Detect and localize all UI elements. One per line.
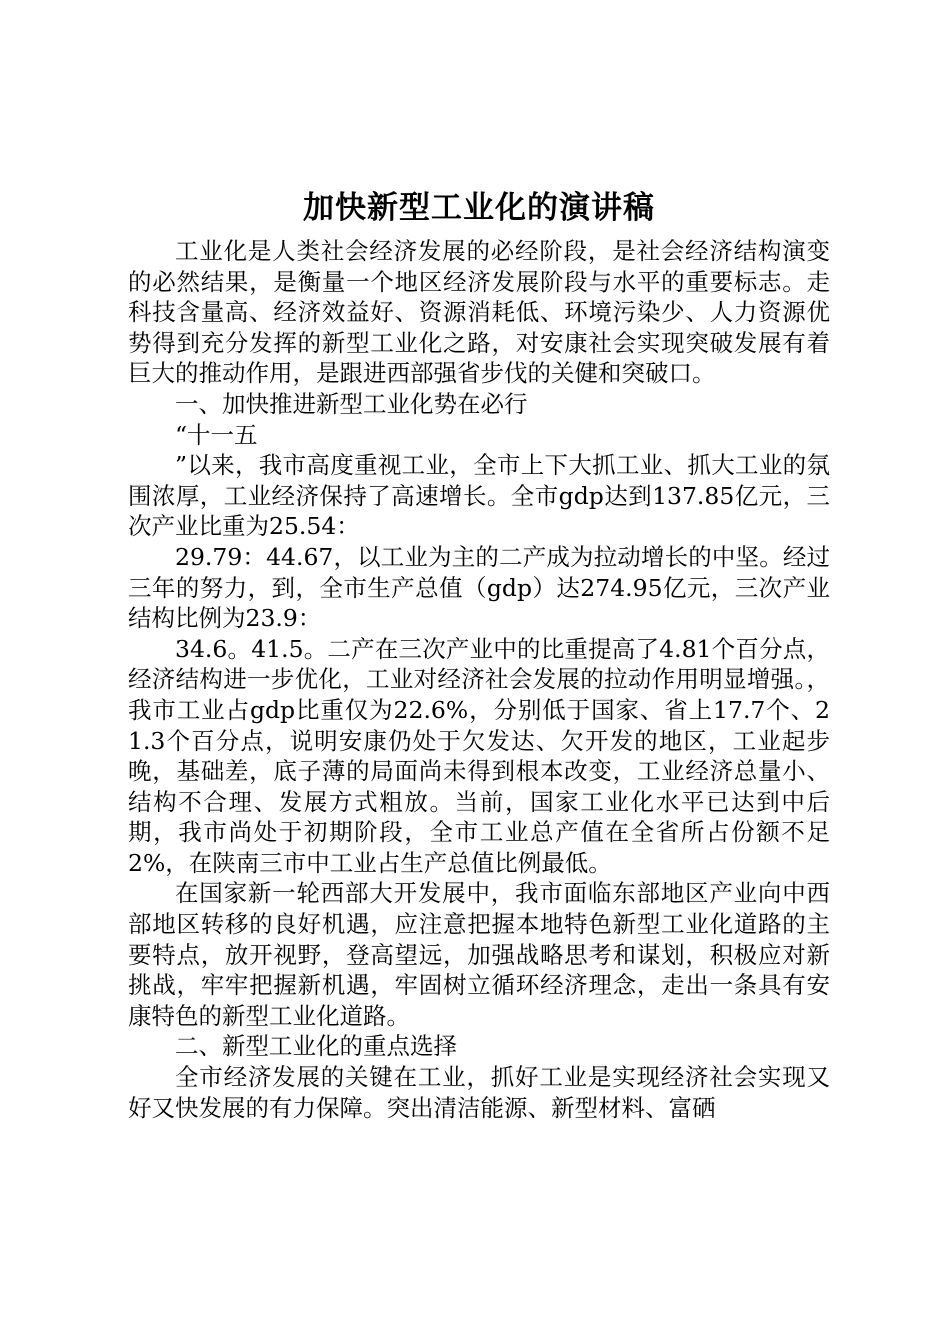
- paragraph-quote-open: “十一五: [175, 420, 258, 449]
- paragraph-key-industry: 全市经济发展的关键在工业，抓好工业是实现经济社会实现又好又快发展的有力保障。突出清洁能源、新型材料、富硒: [128, 1063, 830, 1122]
- paragraph-growth: ”以来，我市高度重视工业，全市上下大抓工业、抓大工业的氛围浓厚，工业经济保持了高速增长。全市gdp达到137.85亿元，三次产业比重为25.54：: [128, 451, 830, 541]
- section-heading-1: 一、加快推进新型工业化势在必行: [175, 389, 528, 418]
- paragraph-ratio: 29.79：44.67，以工业为主的二产成为拉动增长的中坚。经过三年的努力，到，全市生产总值（gdp）达274.95亿元，三次产业结构比例为23.9：: [128, 542, 830, 633]
- paragraph-intro: 工业化是人类社会经济发展的必经阶段，是社会经济结构演变的必然结果，是衡量一个地区经济发展阶段与水平的重要标志。走科技含量高、经济效益好、资源消耗低、环境污染少、人力资源优势得到充分发挥的新型工业化之路，对安康社会实现突破发展有着巨大的推动作用，是跟进西部强省步伐的关健和突破口。: [128, 237, 830, 388]
- document-page: [128, 188, 830, 1123]
- paragraph-structure: 34.6。41.5。二产在三次产业中的比重提高了4.81个百分点，经济结构进一步优化，工业对经济社会发展的拉动作用明显增强。，我市工业占gdp比重仅为22.6%，分别低于国家、省上17.7个、21.3个百分点，说明安康仍处于欠发达、欠开发的地区，工业起步晚，基础差，底子薄的局面尚未得到根本改变，工业经济总量小、结构不合理、发展方式粗放。当前，国家工业化水平已达到中后期，我市尚处于初期阶段，全市工业总产值在全省所占份额不足2%，在陕南三市中工业占生产总值比例最低。: [128, 634, 830, 877]
- document-title: 加快新型工业化的演讲稿: [303, 190, 655, 226]
- section-heading-2: 二、新型工业化的重点选择: [175, 1032, 457, 1061]
- paragraph-opportunity: 在国家新一轮西部大开发展中，我市面临东部地区产业向中西部地区转移的良好机遇，应注意把握本地特色新型工业化道路的主要特点，放开视野，登高望远，加强战略思考和谋划，积极应对新挑战，牢牢把握新机遇，牢固树立循环经济理念，走出一条具有安康特色的新型工业化道路。: [128, 879, 830, 1030]
